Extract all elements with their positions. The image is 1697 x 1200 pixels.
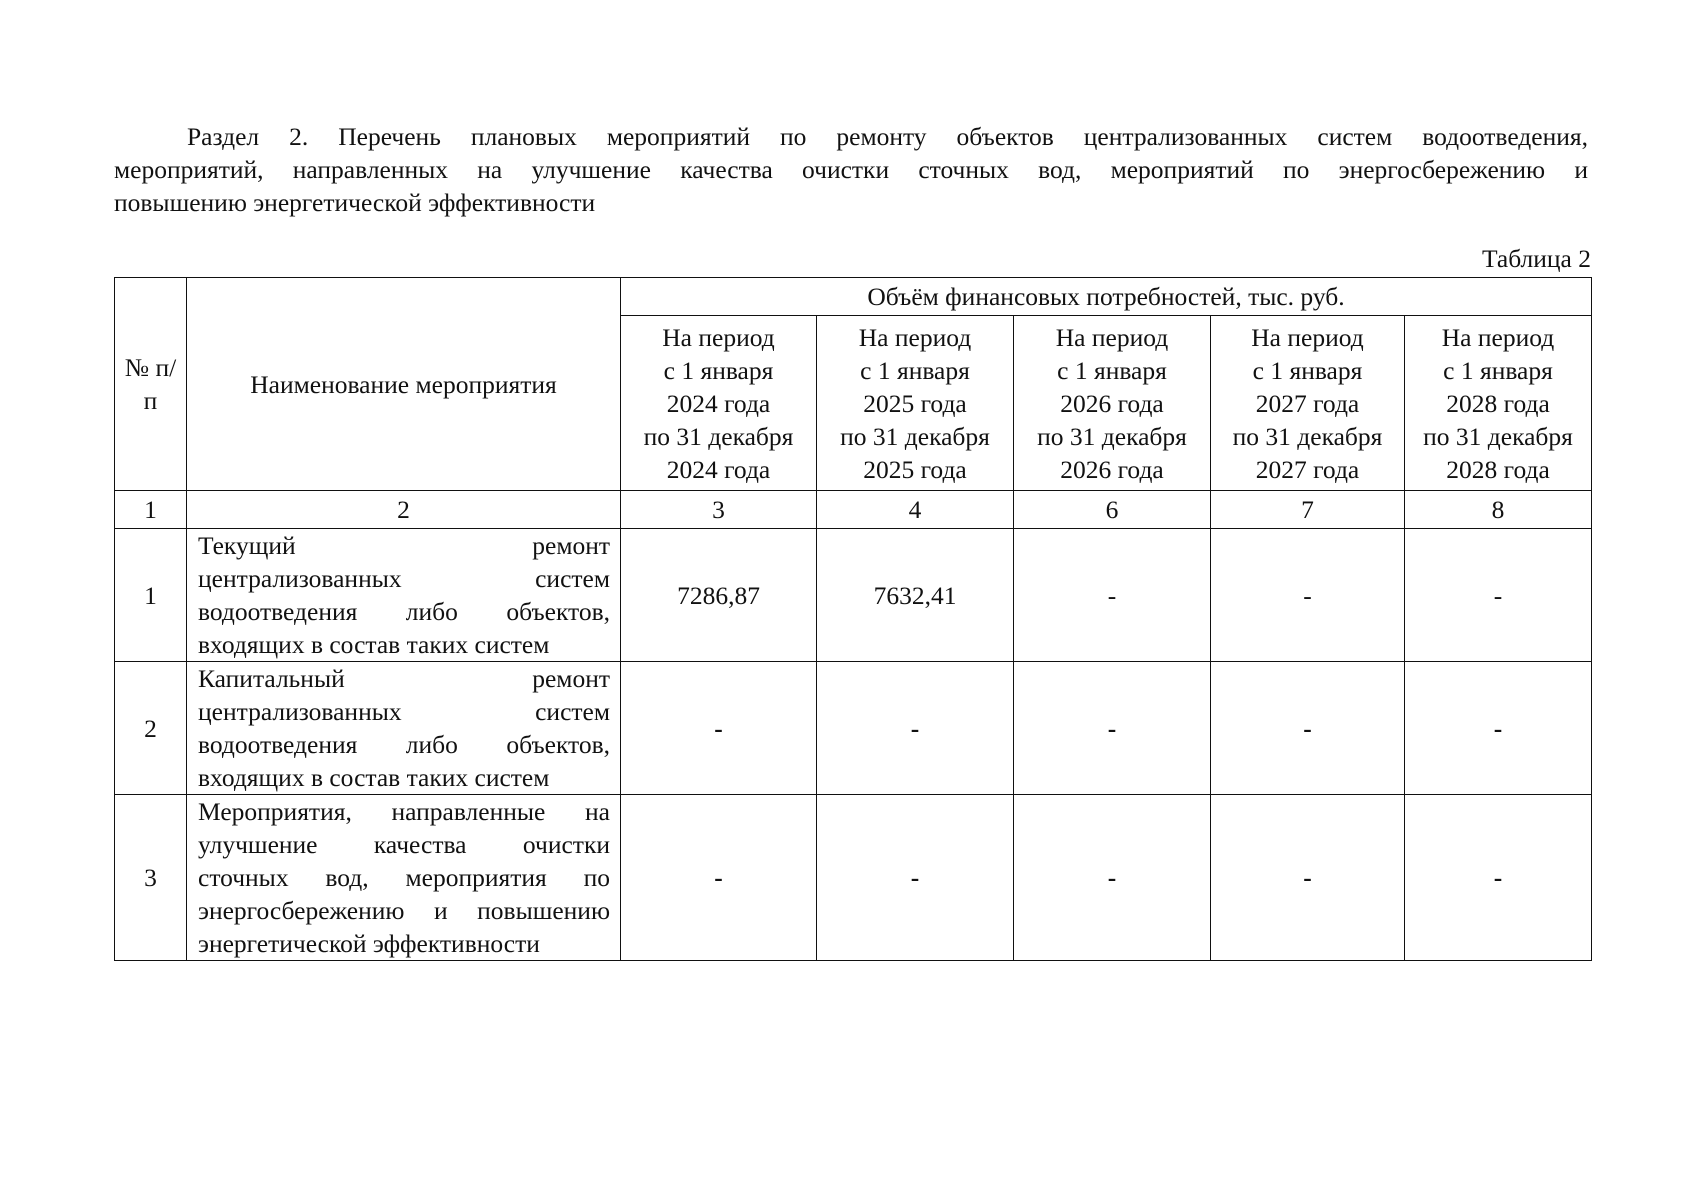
measure-name: Мероприятия, направленные на улучшение качества очистки сточных вод, мероприятия по энергосбережению и повышению энергетической эффективности [187,795,621,961]
row-number: 3 [115,795,187,961]
heading-line: мероприятий, направленных на улучшение качества очистки сточных вод, мероприятий по энергосбережению и [114,155,1588,184]
section-heading [114,120,1588,219]
heading-line: повышению энергетической эффективности [114,188,596,217]
value-cell: - [817,795,1014,961]
row-number: 1 [115,529,187,662]
value-cell: - [1211,529,1405,662]
column-number: 3 [621,491,817,529]
row-number: 2 [115,662,187,795]
header-financial-volume: Объём финансовых потребностей, тыс. руб. [621,278,1592,316]
header-row-number: № п/п [115,278,187,491]
table-row [115,529,1592,662]
value-cell: - [1211,662,1405,795]
value-cell: - [1405,795,1592,961]
heading-line: Раздел 2. Перечень плановых мероприятий по ремонту объектов централизованных систем водоотведения, [187,122,1588,151]
value-cell: - [1014,529,1211,662]
header-period-2024: На период с 1 января 2024 года по 31 декабря 2024 года [621,316,817,491]
value-cell: - [1405,662,1592,795]
value-cell: 7632,41 [817,529,1014,662]
measure-name: Капитальный ремонт централизованных систем водоотведения либо объектов, входящих в состав таких систем [187,662,621,795]
header-period-2027: На период с 1 января 2027 года по 31 декабря 2027 года [1211,316,1405,491]
measures-table [114,277,1592,961]
measure-name: Текущий ремонт централизованных систем водоотведения либо объектов, входящих в состав таких систем [187,529,621,662]
column-number: 7 [1211,491,1405,529]
value-cell: - [1014,662,1211,795]
value-cell: 7286,87 [621,529,817,662]
header-measure-name: Наименование мероприятия [187,278,621,491]
value-cell: - [1211,795,1405,961]
table-row [115,662,1592,795]
column-number-row [115,491,1592,529]
value-cell: - [1014,795,1211,961]
column-number: 6 [1014,491,1211,529]
column-number: 1 [115,491,187,529]
header-period-2026: На период с 1 января 2026 года по 31 декабря 2026 года [1014,316,1211,491]
header-period-2025: На период с 1 января 2025 года по 31 декабря 2025 года [817,316,1014,491]
table-caption: Таблица 2 [1481,244,1591,273]
value-cell: - [621,662,817,795]
column-number: 2 [187,491,621,529]
value-cell: - [1405,529,1592,662]
value-cell: - [817,662,1014,795]
column-number: 8 [1405,491,1592,529]
value-cell: - [621,795,817,961]
table-row [115,795,1592,961]
header-period-2028: На период с 1 января 2028 года по 31 декабря 2028 года [1405,316,1592,491]
column-number: 4 [817,491,1014,529]
